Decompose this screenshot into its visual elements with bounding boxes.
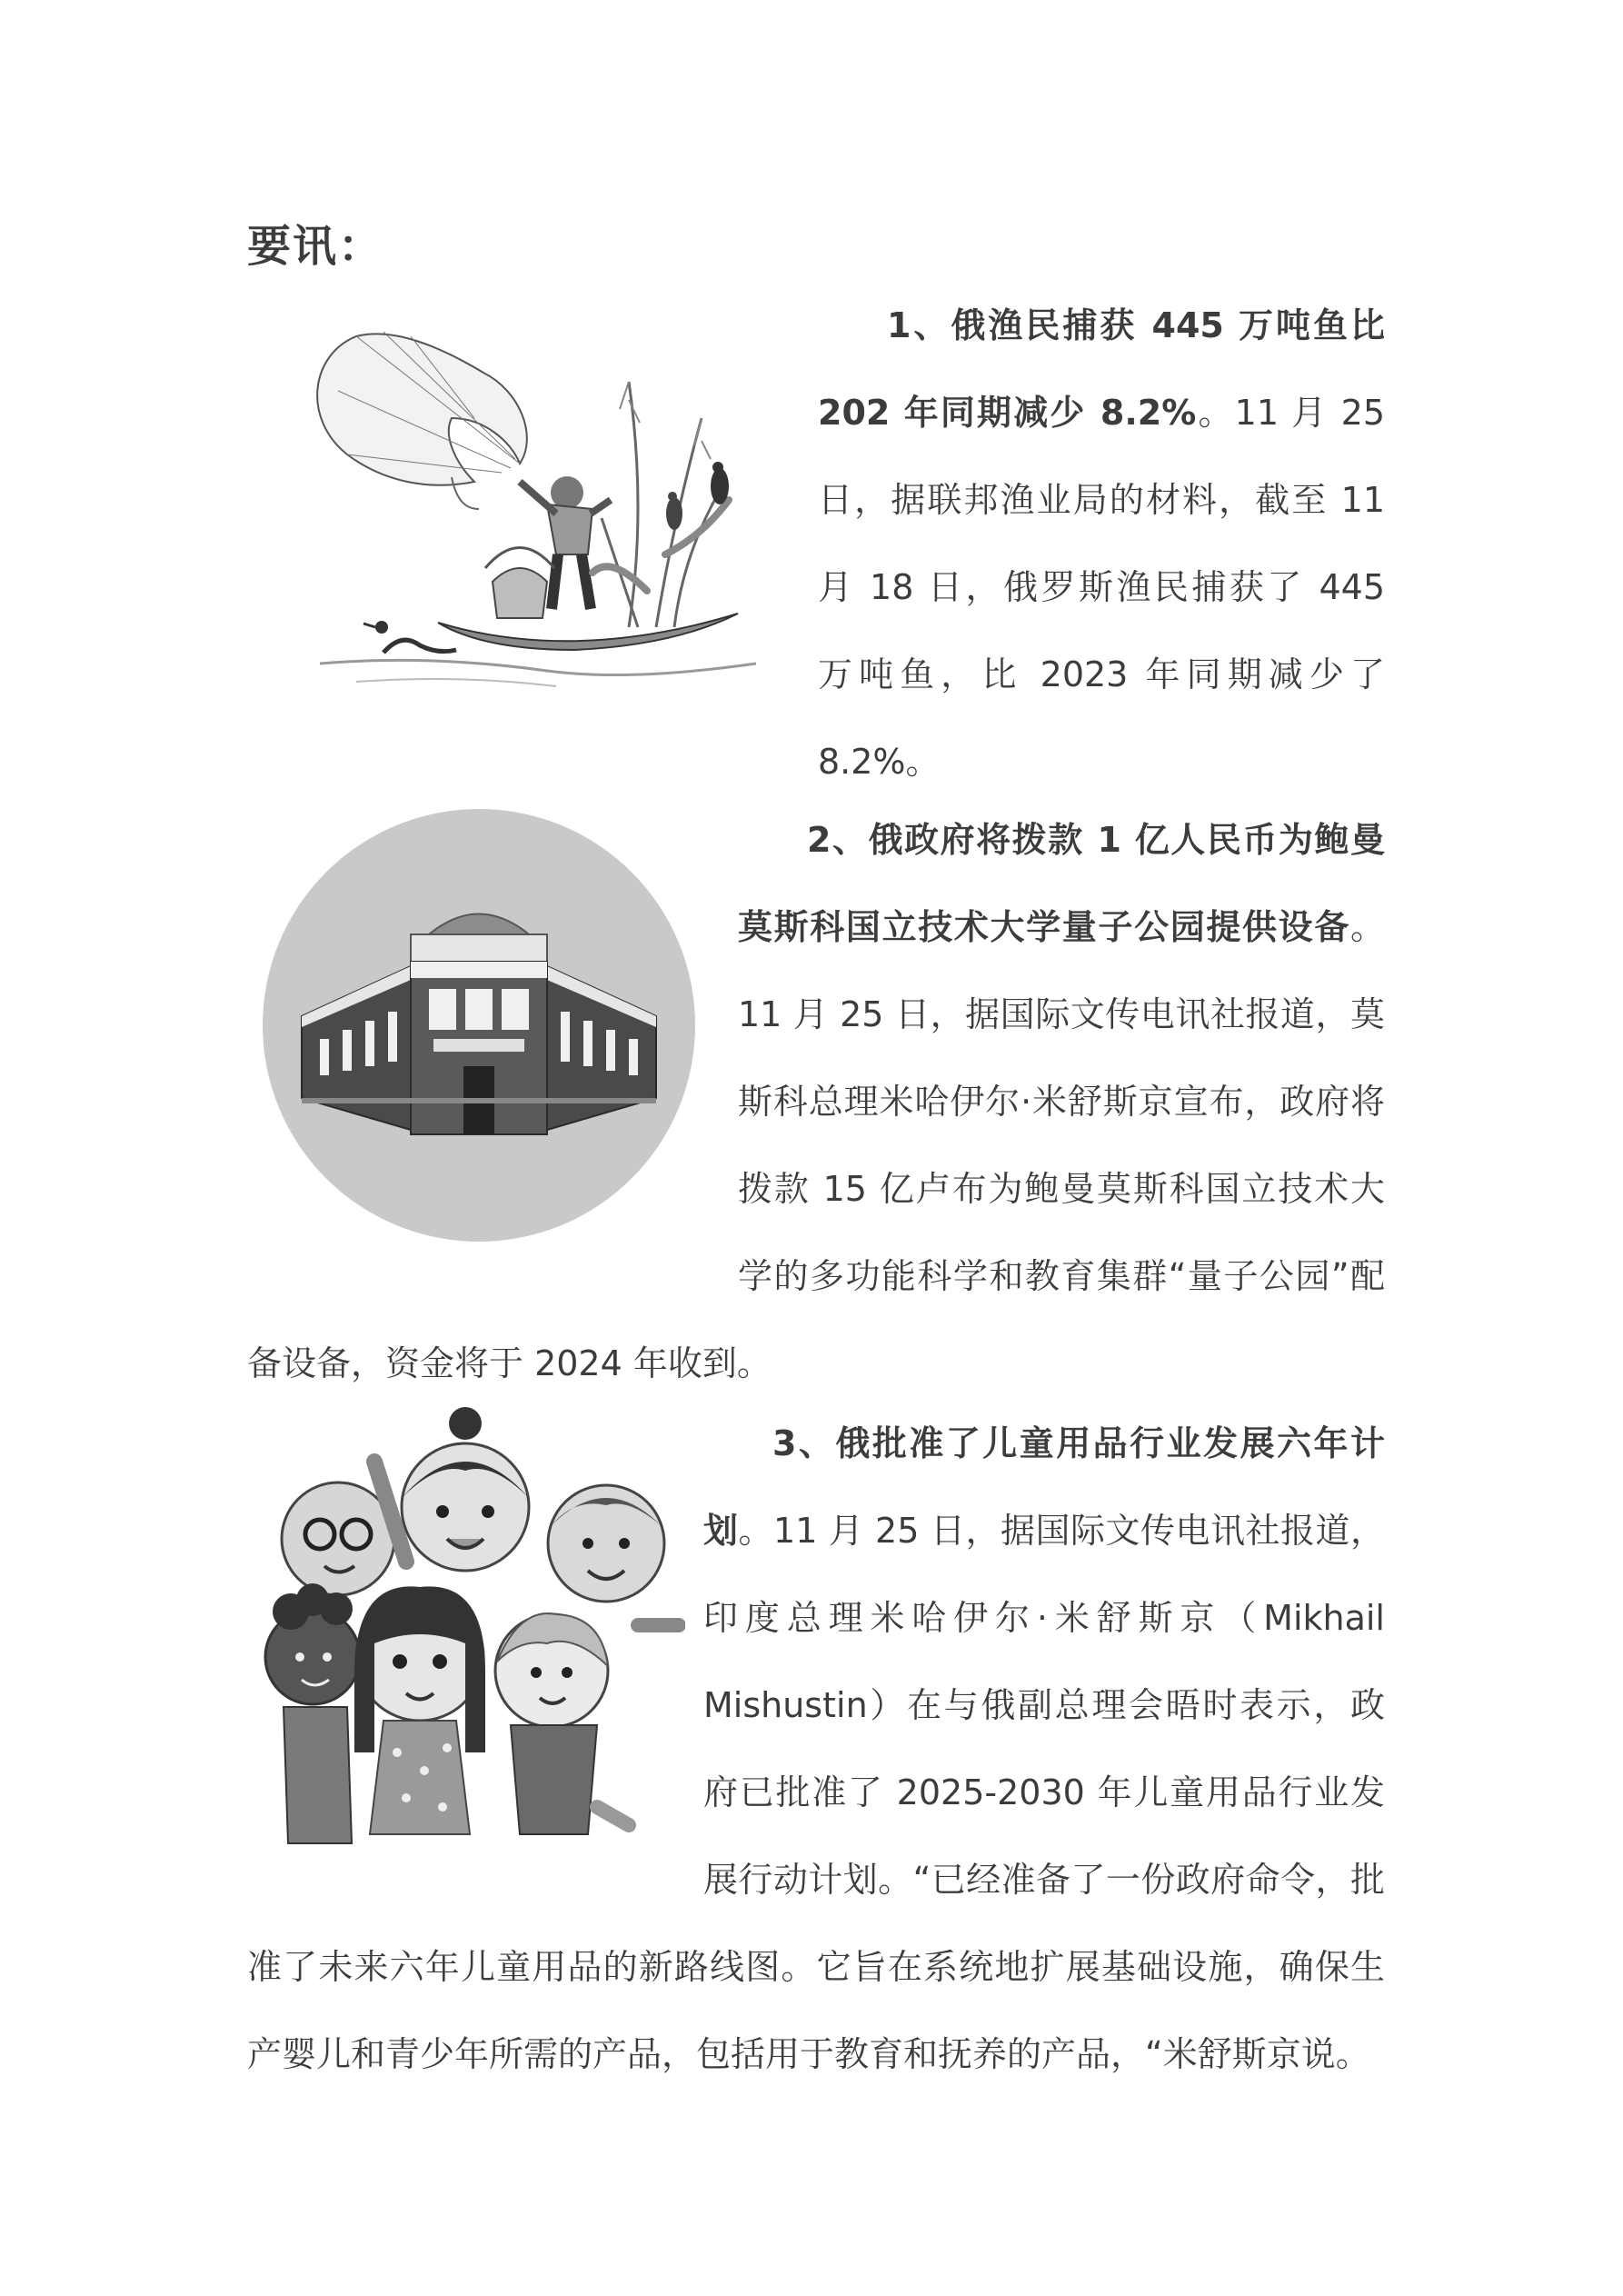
news-item-2 [247,796,1385,1407]
news-item-3-body: 。11 月 25 日，据国际文传电讯社报道，印度总理米哈伊尔·米舒斯京（Mikhail Mishustin）在与俄副总理会晤时表示，政府已批准了 2025-2030 年儿童用品行业发展行动计划。“已经准备了一份政府命令，批准了未来六年儿童用品的新路线图。它旨在系统地扩展基础设施，确保生产婴儿和青少年所需的产品，包括用于教育和抚养的产品，“米舒斯京说。 [247,1511,1385,2074]
children-group-illustration [247,1407,685,1849]
news-item-1 [247,282,1385,805]
university-building-illustration [247,807,714,1242]
news-item-1-body: 。11 月 25 日，据联邦渔业局的材料，截至 11 月 18 日，俄罗斯渔民捕获了 445 万吨鱼，比 2023 年同期减少了 8.2%。 [818,393,1385,782]
news-item-2-title: 2、俄政府将拨款 1 亿人民币为鲍曼莫斯科国立技术大学量子公园提供设备 [738,820,1385,947]
news-item-2-body: 。11 月 25 日，据国际文传电讯社报道，莫斯科总理米哈伊尔·米舒斯京宣布，政府将拨款 15 亿卢布为鲍曼莫斯科国立技术大学的多功能科学和教育集群“量子公园”配备设备，资金将于 2024 年收到。 [247,907,1385,1383]
news-item-3 [247,1400,1385,2098]
news-item-1-title: 1、俄渔民捕获 445 万吨鱼比 202 年同期减少 8.2% [818,305,1385,433]
fisherman-illustration [247,282,792,736]
news-item-3-title: 3、俄批准了儿童用品行业发展六年计划 [703,1423,1385,1551]
page-heading: 要讯： [247,221,384,272]
